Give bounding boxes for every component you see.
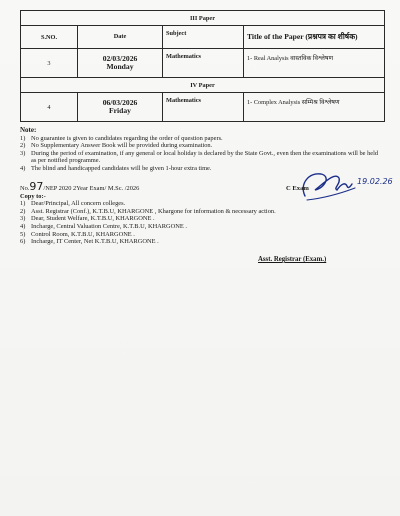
note-item	[20, 142, 385, 150]
copy-number: 5)	[20, 230, 26, 238]
row-title: 1- Complex Analysis सम्मिश्र विश्लेषण	[244, 93, 385, 122]
table-row	[21, 93, 385, 122]
copy-item	[20, 215, 310, 223]
copy-number: 3)	[20, 215, 26, 223]
note-number: 3)	[20, 149, 26, 157]
exam-schedule-table	[20, 10, 385, 122]
paper-heading-iii: III Paper	[21, 11, 385, 26]
note-text: No Supplementary Answer Book will be provided during examination.	[31, 142, 213, 150]
row-subject: Mathematics	[163, 49, 244, 78]
table-header-row	[21, 26, 385, 49]
note-number: 2)	[20, 142, 26, 150]
copy-item	[20, 231, 310, 239]
note-number: 1)	[20, 134, 26, 142]
note-item	[20, 135, 385, 143]
copy-text: Incharge, IT Center, Net K.T.B.U, KHARGONE .	[31, 238, 159, 246]
copy-label: Copy to:-	[20, 192, 46, 200]
row-subject: Mathematics	[163, 93, 244, 122]
copy-number: 6)	[20, 238, 26, 246]
controller-title: C Exam	[286, 185, 309, 192]
row-date	[78, 49, 163, 78]
row-date-value: 06/03/2026	[102, 97, 138, 107]
copy-item	[20, 223, 310, 231]
note-text: The blind and handicapped candidates will be given 1-hour extra time.	[31, 164, 212, 172]
note-number: 4)	[20, 164, 26, 172]
ref-suffix: /NEP 2020 2Year Exam/ M.Sc. /2026	[43, 185, 140, 192]
paper-heading-iv: IV Paper	[21, 78, 385, 93]
header-title: Title of the Paper (प्रश्नपत्र का शीर्षक)	[244, 26, 385, 49]
handwritten-signature	[295, 154, 400, 214]
copy-item	[20, 200, 310, 208]
notes-label: Note:	[20, 126, 37, 134]
copy-number: 2)	[20, 207, 26, 215]
copy-item	[20, 238, 310, 246]
reference-number	[20, 180, 310, 193]
header-subject: Subject	[163, 26, 244, 49]
ref-handwritten-number: 97	[29, 180, 44, 193]
copy-number: 1)	[20, 200, 26, 208]
row-date-value: 02/03/2026	[102, 53, 138, 63]
note-text: During the period of examination, if any general or local holiday is declared by the State Govt., even then the examinations will be held as per notified programme.	[31, 149, 379, 165]
row-title: 1- Real Analysis वास्तविक विश्लेषण	[244, 49, 385, 78]
copy-section	[20, 180, 310, 246]
copy-text: Dear, Student Welfare, K.T.B.U, KHARGONE .	[31, 215, 155, 223]
copy-text: Asst. Registrar (Conf.), K.T.B.U, KHARGONE , Khargone for information & necessary action.	[31, 207, 276, 215]
row-day-value: Monday	[106, 62, 134, 71]
assistant-registrar-title: Asst. Registrar (Exam.)	[258, 256, 327, 263]
signature-date: 19.02.26	[357, 177, 393, 186]
row-sno: 3	[21, 49, 78, 78]
header-date: Date	[78, 26, 163, 49]
copy-text: Incharge, Central Valuation Centre, K.T.B.U, KHARGONE .	[31, 222, 188, 230]
table-row	[21, 49, 385, 78]
row-date	[78, 93, 163, 122]
copy-number: 4)	[20, 222, 26, 230]
note-text: No guarantee is given to candidates regarding the order of question papers.	[31, 134, 223, 142]
row-day-value: Friday	[109, 106, 131, 115]
copy-text: Control Room, K.T.B.U, KHARGONE .	[31, 230, 135, 238]
copy-text: Dear/Principal, All concern colleges.	[31, 200, 126, 208]
copy-item	[20, 208, 310, 216]
row-sno: 4	[21, 93, 78, 122]
header-sno: S.NO.	[21, 26, 78, 49]
ref-prefix: No.	[20, 185, 30, 192]
